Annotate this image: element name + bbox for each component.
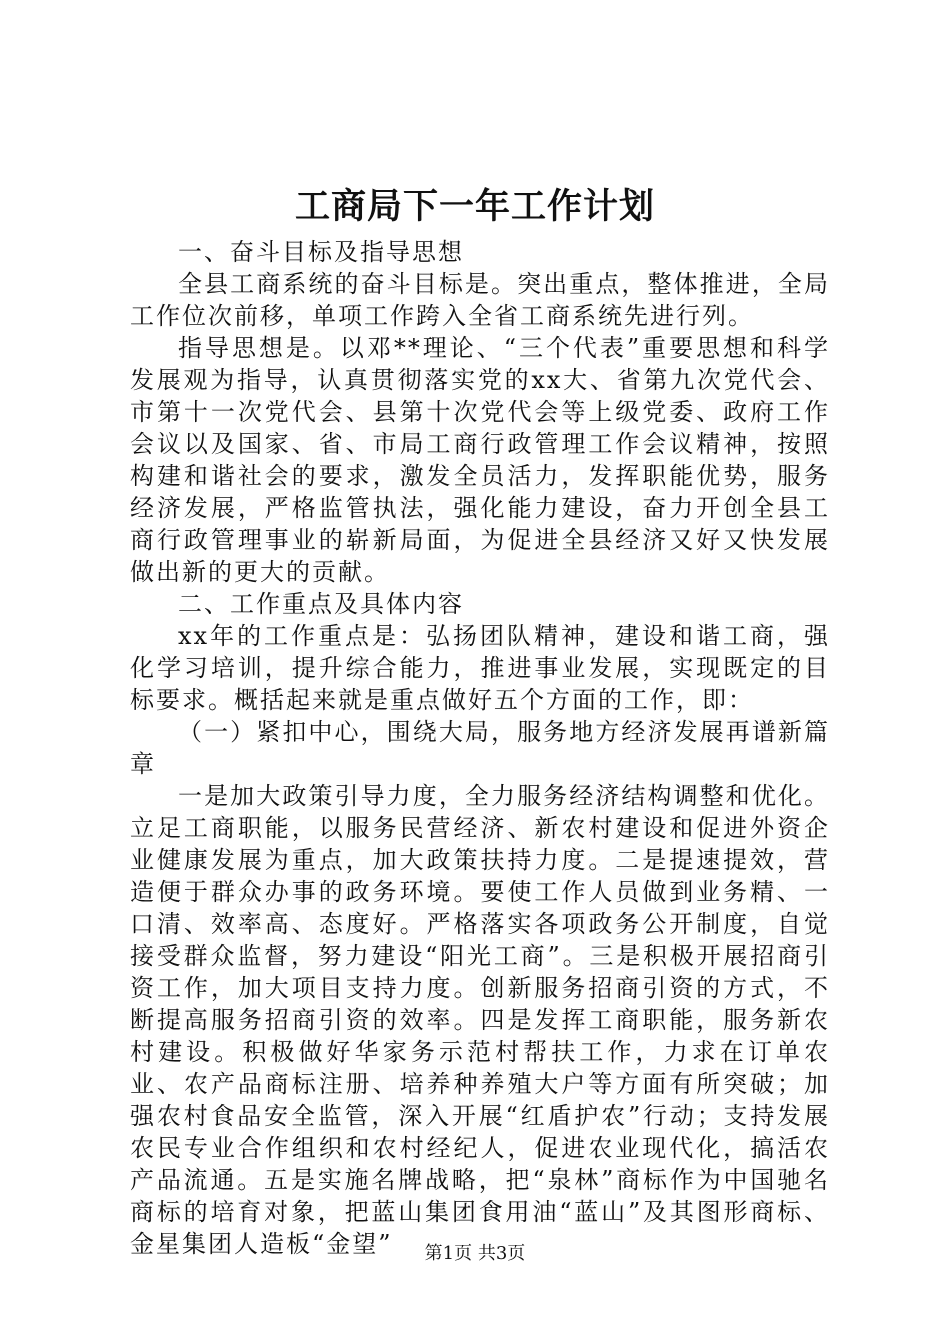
page-number-footer: 第1页 共3页 <box>424 1243 526 1264</box>
paragraph-key-work: xx年的工作重点是：弘扬团队精神，建设和谐工商，强化学习培训，提升综合能力，推进事业发展，实现既定的目标要求。概括起来就是重点做好五个方面的工作，即： <box>130 622 830 714</box>
subsection-heading-1: （一）紧扣中心，围绕大局，服务地方经济发展再谱新篇章 <box>130 718 830 778</box>
section-heading-goals: 一、奋斗目标及指导思想 <box>178 238 464 266</box>
document-body <box>130 236 830 1260</box>
paragraph-goals: 全县工商系统的奋斗目标是。突出重点，整体推进，全局工作位次前移，单项工作跨入全省工商系统先进行列。 <box>130 270 830 330</box>
paragraph-guiding-ideology: 指导思想是。以邓**理论、“三个代表”重要思想和科学发展观为指导，认真贯彻落实党的xx大、省第九次党代会、市第十一次党代会、县第十次党代会等上级党委、政府工作会议以及国家、省、市局工商行政管理工作会议精神，按照构建和谐社会的要求，激发全员活力，发挥职能优势，服务经济发展，严格监管执法，强化能力建设，奋力开创全县工商行政管理事业的崭新局面，为促进全县经济又好又快发展做出新的更大的贡献。 <box>130 334 830 586</box>
document-title: 工商局下一年工作计划 <box>294 186 655 227</box>
section-heading-key-work: 二、工作重点及具体内容 <box>178 590 464 618</box>
paragraph-service-economy: 一是加大政策引导力度，全力服务经济结构调整和优化。立足工商职能，以服务民营经济、新农村建设和促进外资企业健康发展为重点，加大政策扶持力度。二是提速提效，营造便于群众办事的政务环境。要使工作人员做到业务精、一口清、效率高、态度好。严格落实各项政务公开制度，自觉接受群众监督，努力建设“阳光工商”。三是积极开展招商引资工作，加大项目支持力度。创新服务招商引资的方式，不断提高服务招商引资的效率。四是发挥工商职能，服务新农村建设。积极做好华家务示范村帮扶工作，力求在订单农业、农产品商标注册、培养种养殖大户等方面有所突破；加强农村食品安全监管，深入开展“红盾护农”行动；支持发展农民专业合作组织和农村经纪人，促进农业现代化，搞活农产品流通。五是实施名牌战略，把“泉林”商标作为中国驰名商标的培育对象，把蓝山集团食用油“蓝山”及其图形商标、金星集团人造板“金望” <box>130 782 830 1258</box>
